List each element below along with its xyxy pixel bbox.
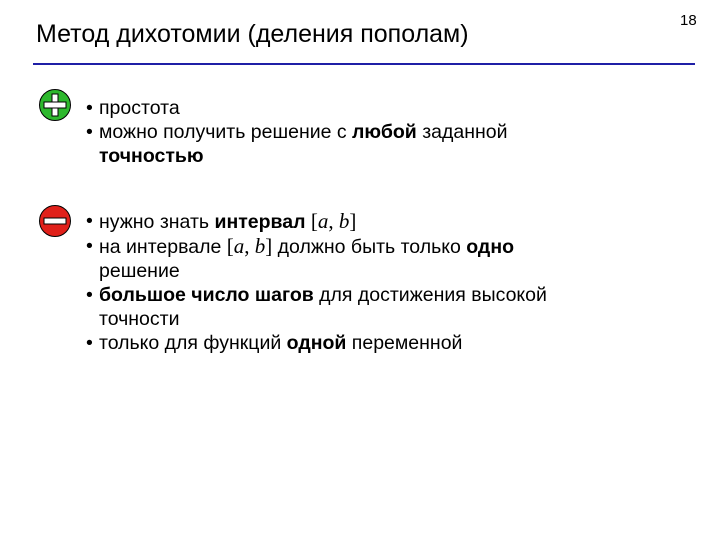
disadvantage-text: точности (99, 308, 180, 330)
minus-icon (39, 205, 71, 237)
advantage-text: заданной (416, 121, 508, 143)
bracket-open: [ (226, 234, 234, 258)
emphasis-text: интервал (214, 211, 306, 233)
disadvantage-text: на интервале (99, 236, 227, 258)
disadvantage-text: только для функций (99, 332, 287, 354)
title-underline (33, 63, 695, 65)
plus-icon (39, 89, 71, 121)
emphasis-text: одной (286, 332, 347, 354)
interval-separator: , (328, 209, 339, 233)
emphasis-text: любой (352, 121, 417, 143)
disadvantage-item (86, 234, 686, 283)
bracket-close: ] (265, 234, 273, 258)
disadvantage-text: решение (99, 260, 180, 282)
bracket-close: ] (349, 209, 357, 233)
disadvantages-list (86, 209, 686, 355)
disadvantage-item (86, 283, 686, 331)
interval-notation (311, 209, 357, 233)
slide-title: Метод дихотомии (деления пополам) (36, 20, 469, 48)
advantage-text: простота (99, 97, 180, 119)
interval-b: b (338, 209, 350, 233)
disadvantage-text: для достижения высокой (313, 284, 547, 306)
interval-a: a (233, 234, 245, 258)
disadvantage-item (86, 209, 686, 234)
interval-b: b (254, 234, 266, 258)
page-number: 18 (680, 12, 697, 29)
disadvantage-text: нужно знать (99, 211, 215, 233)
disadvantage-item (86, 331, 686, 355)
disadvantage-text: переменной (346, 332, 463, 354)
interval-a: a (317, 209, 329, 233)
emphasis-text: большое число шагов (99, 284, 314, 306)
advantage-item (86, 120, 686, 168)
advantage-item (86, 96, 686, 120)
advantages-list (86, 96, 686, 168)
disadvantage-text: должно быть только (272, 236, 467, 258)
advantage-text: можно получить решение с (99, 121, 353, 143)
bracket-open: [ (310, 209, 318, 233)
emphasis-text: одно (466, 236, 515, 258)
interval-notation (227, 234, 273, 258)
interval-separator: , (244, 234, 255, 258)
advantage-text: точностью (99, 145, 204, 167)
